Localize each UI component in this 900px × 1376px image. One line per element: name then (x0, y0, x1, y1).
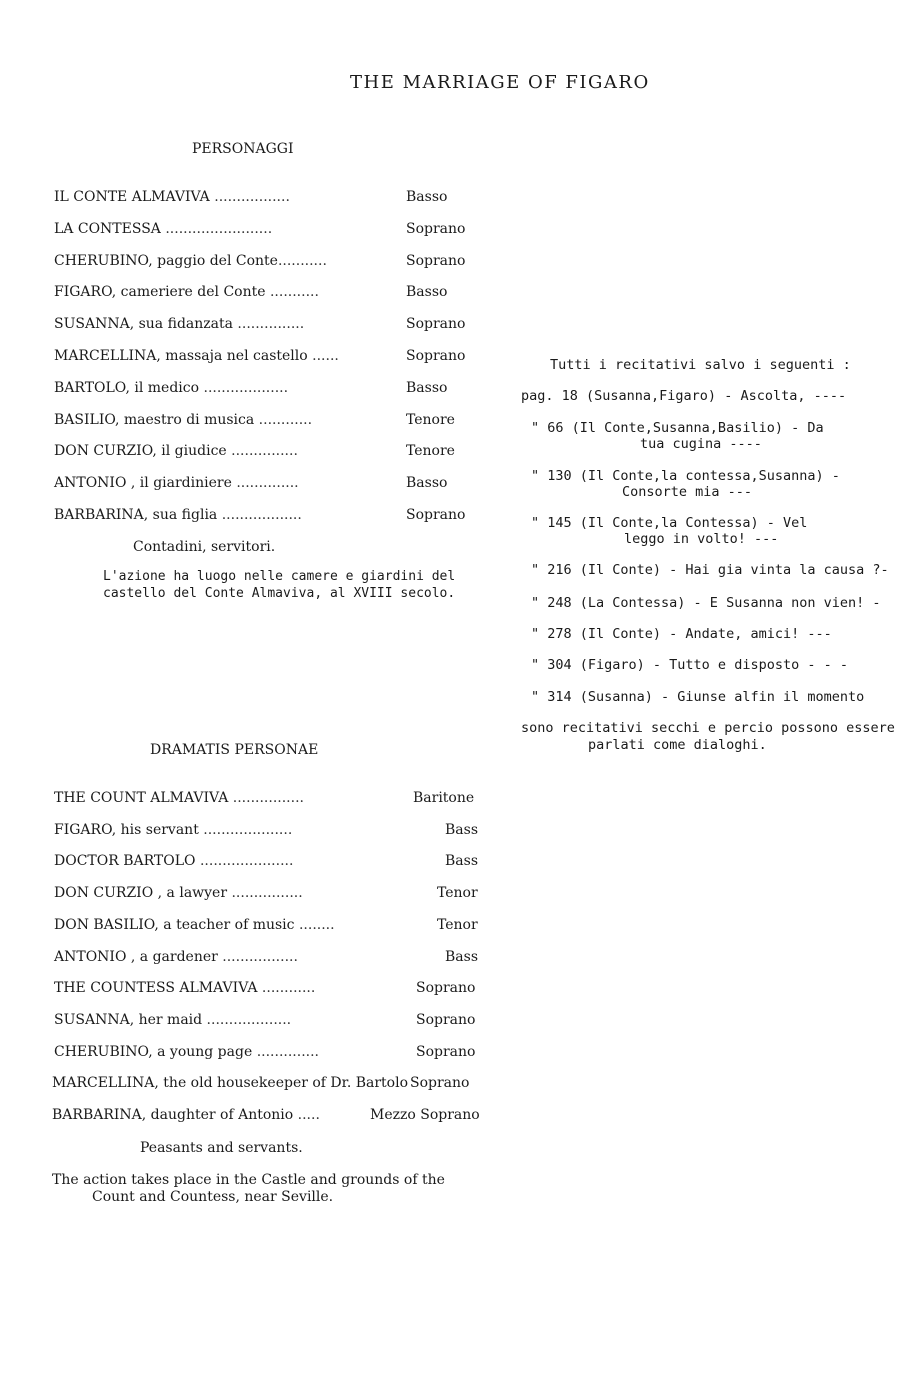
dot-leader: ................ (227, 885, 303, 902)
dot-leader: .................. (217, 507, 302, 523)
dot-leader: ............ (257, 980, 316, 997)
role-name: DON BASILIO, a teacher of music ........ (54, 916, 335, 933)
recitativo-entry: " 130 (Il Conte,la contessa,Susanna) - (531, 468, 840, 484)
recitativo-entry: " 216 (Il Conte) - Hai gia vinta la causa ?- (531, 562, 889, 578)
role-row (54, 316, 494, 336)
recitativi-intro: Tutti i recitativi salvo i seguenti : (550, 357, 851, 373)
dot-leader: ............... (226, 443, 298, 460)
recitativo-entry: " 278 (Il Conte) - Andate, amici! --- (531, 626, 832, 642)
setting-note-line: Count and Countess, near Seville. (92, 1189, 334, 1205)
role-row (54, 1012, 494, 1032)
dot-leader: ................. (209, 189, 290, 205)
voice-type: Mezzo Soprano (370, 1107, 480, 1123)
dot-leader: ........................ (160, 220, 273, 237)
role-row (54, 443, 494, 463)
personaggi-heading: PERSONAGGI (192, 141, 294, 157)
dot-leader: ...... (307, 348, 339, 364)
role-name: SUSANNA, her maid ................... (54, 1011, 292, 1028)
role-name: BARBARINA, daughter of Antonio ..... (52, 1107, 320, 1123)
dramatis-heading: DRAMATIS PERSONAE (150, 742, 319, 758)
voice-type: Basso (406, 475, 448, 492)
voice-type: Soprano (406, 316, 466, 333)
role-name: BASILIO, maestro di musica ............ (54, 411, 313, 428)
role-row (52, 1075, 492, 1095)
setting-note-line: castello del Conte Almaviva, al XVIII secolo. (103, 586, 456, 601)
role-name: DON CURZIO , a lawyer ................ (54, 885, 303, 902)
voice-type: Soprano (406, 220, 466, 237)
recitativo-entry: " 248 (La Contessa) - E Susanna non vien! - (531, 595, 881, 611)
voice-type: Soprano (410, 1075, 470, 1092)
role-name: ANTONIO , a gardener ................. (54, 948, 298, 965)
role-row (54, 348, 494, 368)
role-row (54, 475, 494, 495)
role-name: THE COUNTESS ALMAVIVA ............ (54, 980, 316, 997)
role-name: THE COUNT ALMAVIVA ................ (54, 790, 304, 806)
role-name: BARBARINA, sua figlia .................. (54, 507, 302, 523)
recitativo-entry: " 145 (Il Conte,la Contessa) - Vel (531, 515, 808, 531)
recitativo-entry-continuation: tua cugina ---- (640, 436, 762, 452)
dot-leader: ..................... (195, 853, 294, 870)
dot-leader: ................... (199, 379, 289, 396)
dot-leader: ............ (254, 411, 313, 428)
role-name: SUSANNA, sua fidanzata ............... (54, 316, 305, 333)
role-row (54, 412, 494, 432)
role-name: BARTOLO, il medico ................... (54, 379, 289, 396)
dot-leader: .............. (252, 1043, 320, 1060)
recitativo-entry: " 314 (Susanna) - Giunse alfin il momento (531, 689, 865, 705)
dot-leader: ..... (293, 1107, 320, 1123)
dot-leader: .................... (198, 821, 293, 838)
voice-type: Bass (445, 948, 479, 965)
role-row (54, 284, 494, 304)
voice-type: Bass (445, 853, 479, 870)
role-name: MARCELLINA, massaja nel castello ...... (54, 348, 339, 364)
setting-note-line: L'azione ha luogo nelle camere e giardini del (103, 569, 456, 584)
role-row (54, 822, 494, 842)
recitativi-closing-line: sono recitativi secchi e percio possono essere (521, 720, 895, 736)
personaggi-setting-note (103, 568, 483, 602)
personaggi-extras: Contadini, servitori. (133, 539, 276, 555)
dot-leader: ................. (217, 948, 298, 965)
recitativo-entry-continuation: leggo in volto! --- (624, 531, 779, 547)
role-row (54, 949, 494, 969)
voice-type: Tenore (406, 411, 455, 428)
recitativo-entry: " 304 (Figaro) - Tutto e disposto - - - (531, 657, 848, 673)
recitativi-closing-line: parlati come dialoghi. (588, 737, 767, 753)
dot-leader: ........... (277, 252, 327, 269)
recitativo-entry: " 66 (Il Conte,Susanna,Basilio) - Da (531, 420, 824, 436)
voice-type: Basso (406, 284, 448, 301)
dot-leader: ........... (265, 284, 319, 301)
role-name: FIGARO, his servant .................... (54, 821, 293, 838)
role-row (54, 189, 494, 209)
role-row (54, 1044, 494, 1064)
role-name: IL CONTE ALMAVIVA ................. (54, 189, 290, 205)
voice-type: Basso (406, 379, 448, 396)
role-name: MARCELLINA, the old housekeeper of Dr. Bartolo (52, 1075, 409, 1092)
recitativo-entry-continuation: Consorte mia --- (622, 484, 753, 500)
role-name: CHERUBINO, a young page .............. (54, 1043, 320, 1060)
voice-type: Soprano (416, 1043, 476, 1060)
role-row (52, 1107, 492, 1127)
role-row (54, 380, 494, 400)
role-row (54, 885, 494, 905)
voice-type: Tenore (406, 443, 455, 460)
role-row (54, 507, 494, 527)
setting-note-line: The action takes place in the Castle and grounds of the (52, 1172, 445, 1188)
voice-type: Soprano (406, 252, 466, 269)
role-name: DON CURZIO, il giudice ............... (54, 443, 298, 460)
role-row (54, 853, 494, 873)
dot-leader: ................ (228, 790, 304, 806)
recitativo-entry: pag. 18 (Susanna,Figaro) - Ascolta, ---- (521, 388, 847, 404)
role-row (54, 790, 494, 810)
dramatis-setting-note (52, 1172, 472, 1206)
role-row (54, 221, 494, 241)
role-name: FIGARO, cameriere del Conte ........... (54, 284, 319, 301)
role-name: LA CONTESSA ........................ (54, 220, 273, 237)
dot-leader: .............. (231, 475, 299, 492)
voice-type: Soprano (416, 980, 476, 997)
dot-leader: ................... (202, 1011, 292, 1028)
role-row (54, 253, 494, 273)
role-row (54, 917, 494, 937)
page-title: THE MARRIAGE OF FIGARO (350, 72, 650, 93)
voice-type: Basso (406, 189, 448, 205)
voice-type: Soprano (406, 507, 466, 523)
dot-leader: ............... (232, 316, 305, 333)
voice-type: Bass (445, 821, 479, 838)
voice-type: Tenor (437, 916, 478, 933)
role-row (54, 980, 494, 1000)
role-name: DOCTOR BARTOLO ..................... (54, 853, 294, 870)
voice-type: Tenor (437, 885, 478, 902)
voice-type: Soprano (416, 1011, 476, 1028)
role-name: ANTONIO , il giardiniere .............. (54, 475, 299, 492)
dramatis-extras: Peasants and servants. (140, 1140, 303, 1156)
role-name: CHERUBINO, paggio del Conte........... (54, 252, 327, 269)
dot-leader: ........ (294, 916, 335, 933)
voice-type: Baritone (413, 790, 475, 806)
voice-type: Soprano (406, 348, 466, 364)
